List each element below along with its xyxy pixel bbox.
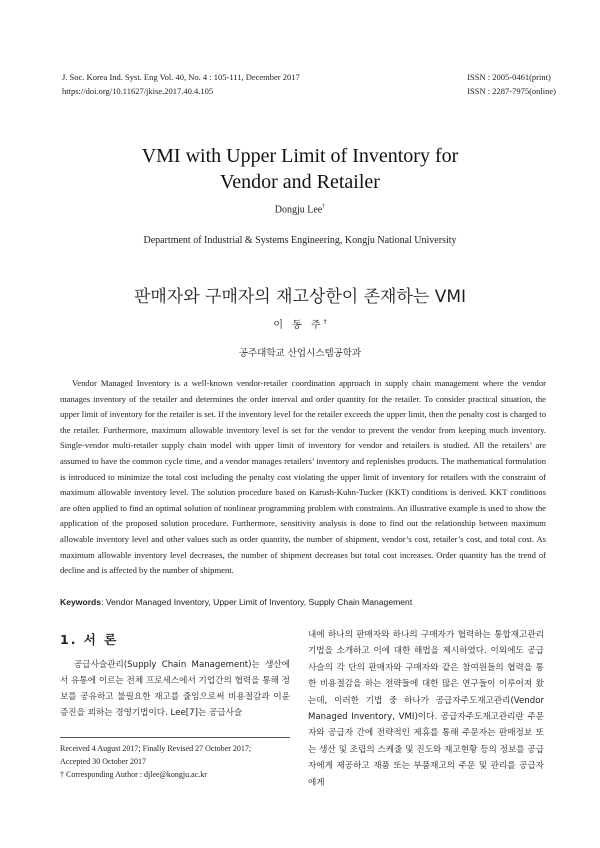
author xyxy=(0,204,600,215)
author-name: Dongju Lee xyxy=(274,204,323,216)
abstract: Vendor Managed Inventory is a well-known vendor-retailer coordination approach in supply chain management where the vendor manages inventory of the retailer and determines the order interval and order quantity for the retailer. To consider practical situation, the upper limit of inventory for the retailer is set. If the inventory level for the retailer exceeds the upper limit, then the penalty cost is charged to the retailer. Furthermore, maximum allowable inventory level is set for the vendor to prevent the vendor from keeping much inventory. Single-vendor multi-retailer supply chain model with upper limit of inventory for vendor and retailers is studied. All the retailers’ are assumed to have the common cycle time, and a vendor manages retailers’ inventory and replenishes products. The mathematical formulation is introduced to minimize the total cost including the penalty cost violating the upper limit of inventory for retailers with the constraint of maximum allowable inventory level. The solution procedure based on Karush-Kuhn-Tucker (KKT) conditions is derived. KKT conditions are often applied to find an optimal solution of nonlinear programming problem with constraints. An illustrative example is used to show the application of the proposed solution procedure. Furthermore, sensitivity analysis is done to find out the relationship between maximum allowable inventory level and other values such as order quantity, the number of shipment, vendor’s cost, retailer’s cost, and total cost. As maximum allowable inventory level decreases, the number of shipment decreases but total cost increases. Order quantity has the trend of decline and is affected by the number of shipment. xyxy=(60,378,546,576)
paper-title xyxy=(0,143,600,195)
footnote-divider xyxy=(60,737,290,738)
journal-header xyxy=(62,70,300,98)
keywords xyxy=(60,597,546,607)
keywords-text: : Vendor Managed Inventory, Upper Limit of Inventory, Supply Chain Management xyxy=(101,597,413,607)
corresponding-mark: † xyxy=(322,204,326,210)
doi-link[interactable]: https://doi.org/10.11627/jkise.2017.40.4.105 xyxy=(62,86,214,96)
korean-author xyxy=(0,316,600,331)
korean-title: 판매자와 구매자의 재고상한이 존재하는 VMI xyxy=(133,287,467,307)
received-date: Received 4 August 2017; Finally Revised 27 October 2017; xyxy=(60,744,252,753)
accepted-date: Accepted 30 October 2017 xyxy=(60,757,146,766)
affiliation: Department of Industrial & Systems Engineering, Kongju National University xyxy=(143,235,457,246)
corresponding-author: † Corresponding Author : djlee@kongju.ac.kr xyxy=(60,770,207,779)
keywords-label: Keywords xyxy=(60,597,102,607)
footnotes xyxy=(60,742,300,781)
korean-corresponding-mark: † xyxy=(323,318,327,326)
issn-online: ISSN : 2287-7975(online) xyxy=(467,86,556,96)
paper-title-line-1: VMI with Upper Limit of Inventory for xyxy=(141,145,459,167)
journal-citation: J. Soc. Korea Ind. Syst. Eng Vol. 40, No. 4 : 105-111, December 2017 xyxy=(62,72,300,82)
issn-print: ISSN : 2005-0461(print) xyxy=(467,72,551,82)
paper-title-line-2: Vendor and Retailer xyxy=(220,171,380,193)
korean-affiliation: 공주대학교 산업시스템공학과 xyxy=(238,348,362,359)
body-column-right: 내에 하나의 판매자와 하나의 구매자가 협력하는 통합재고관리기법을 소개하고 이에 대한 해법을 제시하였다. 이외에도 공급사슬의 각 단의 판매자와 구매자와 같은 참여원들의 협력을 통한 비용절감을 하는 전략들에 대한 많은 연구들이 이루어져 왔는데, 이러한 기법 중 하나가 공급자주도재고관리(Vendor Managed Inventory, VMI)이다. 공급자주도재고관리란 주문자와 공급자 간에 전략적인 제휴를 통해 주문자는 판매정보 또는 생산 및 조립의 스케줄 및 진도와 재고현황 등의 정보를 공급자에게 제공하고 재품 또는 부품재고의 주문 및 관리를 공급자에게 xyxy=(308,630,544,788)
section-heading: 1. 서 론 xyxy=(60,632,119,647)
issn-block xyxy=(467,70,556,98)
korean-author-name: 이 동 주 xyxy=(273,320,324,331)
body-column-left: 공급사슬관리(Supply Chain Management)는 생산에서 유통에 이르는 전체 프로세스에서 기업간의 협력을 통해 정보를 공유하고 불필요한 재고를 줄임으로써 비용절감과 이윤증진을 꾀하는 경영기법이다. Lee[7]는 공급사슬 xyxy=(60,660,290,718)
